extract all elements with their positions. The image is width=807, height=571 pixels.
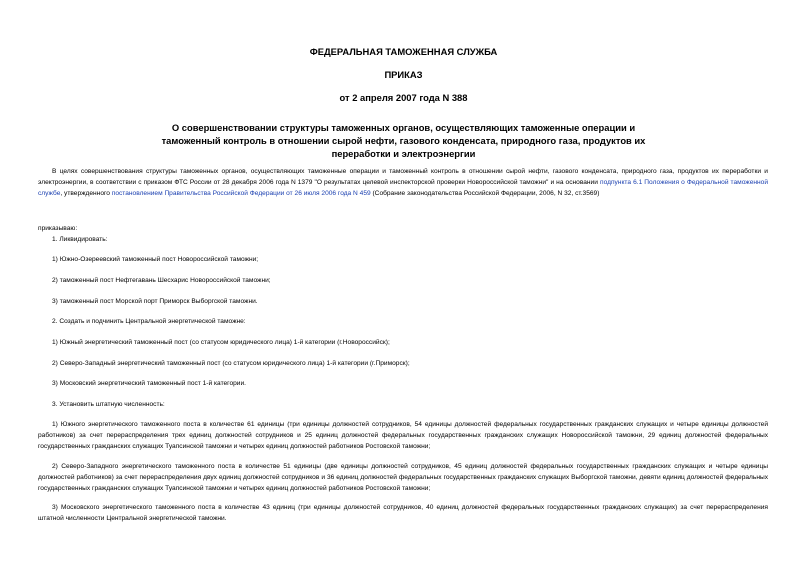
preamble-text-3: (Собрание законодательства Российской Федерации, 2006, N 32, ст.3569) [370,189,600,197]
section-3-heading: 3. Установить штатную численность: [52,401,165,408]
section-2-item-3: 3) Московский энергетический таможенный пост 1-й категории. [52,380,246,387]
preamble-text-1: В целях совершенствования структуры таможенных органов, осуществляющих таможенные операции и таможенный контроль в отношении сырой нефти, газового конденсата, природного газа, продуктов их переработки и электроэнергии, в соответствии с приказом ФТС России от 28 декабря 2006 года N 1379 "О результатах целевой инспекторской проверки Новороссийской таможни" и на основании [38,168,768,186]
agency-heading: ФЕДЕРАЛЬНАЯ ТАМОЖЕННАЯ СЛУЖБА [309,46,498,57]
link-regulation-clause[interactable]: подпункта 6.1 Положения о Федеральной таможенной службе [38,178,769,197]
section-1-item-3: 3) таможенный пост Морской порт Приморск Выборгской таможни. [52,298,258,305]
preamble-paragraph [38,167,768,199]
section-3-item-2: 2) Северо-Западного энергетического таможенного поста в количестве 51 единицы (две единицы должностей сотрудников, 45 единиц должностей федеральных государственных гражданских служащих и четыре единицы должностей работников) за счет перераспределения двух единиц должностей сотрудников и 36 единиц должностей федеральных государственных гражданских служащих Выборгской таможни, девяти единиц должностей федеральных государственных гражданских служащих Туапсинской таможни и четырех единиц должностей работников Ростовской таможни; [38,463,768,492]
section-3-item-3: 3) Московского энергетического таможенного поста в количестве 43 единиц (три единицы должностей сотрудников, 40 единиц должностей федеральных государственных гражданских служащих) за счет перераспределения штатной численности Центральной энергетической таможни. [38,504,768,522]
link-government-decree[interactable]: постановлением Правительства Российской Федерации от 26 июля 2006 года N 459 [111,189,371,197]
order-word: приказываю: [38,225,78,232]
date-number-heading: от 2 апреля 2007 года N 388 [339,92,468,103]
document-title: О совершенствовании структуры таможенных органов, осуществляющих таможенные операции и таможенный контроль в отношении сырой нефти, газового конденсата, природного газа, продуктов их переработки и электроэнергии [161,122,646,159]
doc-type-heading: ПРИКАЗ [384,69,423,80]
section-3-item-1: 1) Южного энергетического таможенного поста в количестве 61 единицы (три единицы должностей сотрудников, 54 единицы должностей федеральных государственных гражданских служащих и четыре единицы должностей работников) за счет перераспределения трех единиц должностей сотрудников и 25 единиц должностей федеральных государственных гражданских служащих Новороссийской таможни, 29 единиц должностей федеральных государственных гражданских служащих Туапсинской таможни и четырех единиц должностей работников Ростовской таможни; [38,421,768,450]
section-1-heading: 1. Ликвидировать: [52,236,108,243]
preamble-text-2: , утвержденного [60,189,112,197]
section-2-heading: 2. Создать и подчинить Центральной энергетической таможне: [52,318,246,325]
section-1-item-1: 1) Южно-Озереевский таможенный пост Новороссийской таможни; [52,256,259,263]
section-2-item-1: 1) Южный энергетический таможенный пост (со статусом юридического лица) 1-й категории (г.Новороссийск); [52,339,390,346]
section-2-item-2: 2) Северо-Западный энергетический таможенный пост (со статусом юридического лица) 1-й категории (г.Приморск); [52,360,410,367]
section-1-item-2: 2) таможенный пост Нефтегавань Шесхарис Новороссийской таможни; [52,277,271,284]
